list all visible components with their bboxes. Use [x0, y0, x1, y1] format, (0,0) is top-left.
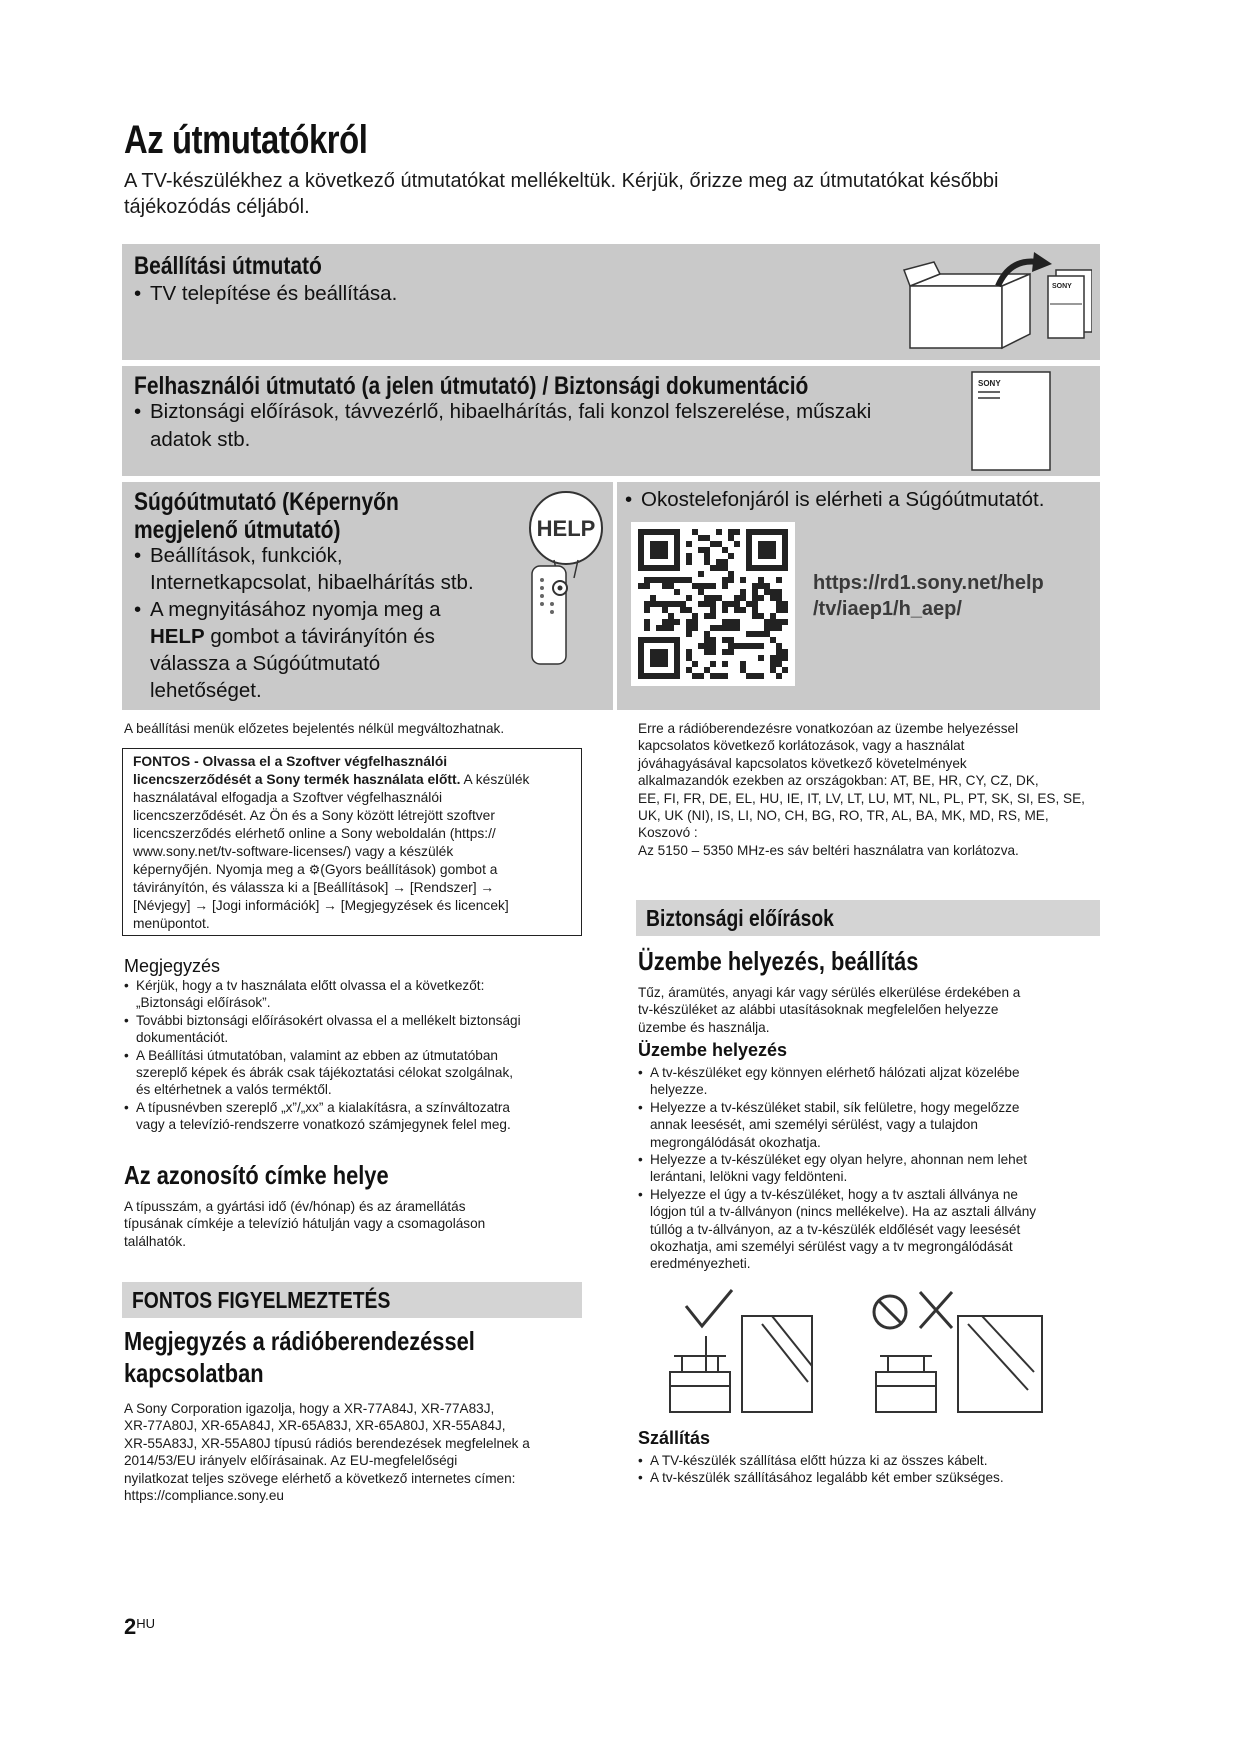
install-l2: tv-készüléket az alábbi utasításoknak megfelelően helyezze: [638, 1002, 999, 1018]
note-b3-l1: • A Beállítási útmutatóban, valamint az ebben az útmutatóban: [124, 1047, 594, 1064]
sony-logo-setup: SONY: [1052, 283, 1072, 290]
install-b4-l5: eredményezheti.: [650, 1256, 751, 1272]
install-subheading: Üzembe helyezés: [638, 1040, 788, 1060]
settings-notice: A beállítási menük előzetes bejelentés nélkül megváltozhatnak.: [124, 721, 505, 736]
note-b2-l1: • További biztonsági előírásokért olvassa el a mellékelt biztonsági: [124, 1012, 594, 1029]
radio-cont-l1: Erre a rádióberendezésre vonatkozóan az üzembe helyezéssel: [638, 721, 1019, 736]
install-l1: Tűz, áramütés, anyagi kár vagy sérülés elkerülése érdekében a: [638, 985, 1021, 1000]
radio-cont-l6: UK, UK (NI), IS, LI, NO, CH, BG, RO, TR, AL, BA, MK, MD, RS, ME,: [638, 808, 1049, 824]
help-guide-heading-line2: megjelenő útmutató): [134, 516, 341, 544]
important-line3: használatával elfogadja a Szoftver végfelhasználói: [133, 790, 443, 805]
note-b4-l2: vagy a televízió-rendszerre vonatkozó számjegynek felel meg.: [136, 1117, 511, 1133]
note-b1-l2: „Biztonsági előírások”.: [136, 995, 271, 1011]
install-b2-l2: annak leesését, ami személyi sérülést, vagy a tulajdon: [650, 1117, 978, 1133]
page-number-digit: 2: [124, 1614, 137, 1639]
user-guide-heading: Felhasználói útmutató (a jelen útmutató) / Biztonsági dokumentáció: [134, 372, 809, 400]
setup-guide-panel: [122, 244, 1100, 360]
label-l3: találhatók.: [124, 1233, 186, 1249]
note-heading: Megjegyzés: [124, 956, 221, 976]
checkmark-icon: [686, 1290, 732, 1326]
sony-logo-manual: SONY: [978, 379, 1001, 388]
warning-bar: [122, 1282, 582, 1318]
safety-bar: [636, 900, 1100, 936]
note-b1-l1: • Kérjük, hogy a tv használata előtt olvassa el a következőt:: [124, 977, 594, 994]
radio-l2: XR-77A80J, XR-65A84J, XR-65A83J, XR-65A80J, XR-55A84J,: [124, 1418, 506, 1434]
qr-code-icon: [631, 522, 795, 686]
gear-icon: ⚙: [308, 862, 321, 877]
install-b1-l1: • A tv-készüléket egy könnyen elérhető hálózati aljzat közelébe: [638, 1064, 1108, 1081]
note-b3-l2: szereplő képek és ábrák csak tájékoztatási célokat szolgálnak,: [136, 1065, 514, 1081]
note-b3-l3: és eltérhetnek a valós terméktől.: [136, 1082, 332, 1098]
remote-help-icon: [522, 488, 608, 668]
transport-b1: • A TV-készülék szállítása előtt húzza ki az összes kábelt.: [638, 1452, 1108, 1469]
important-line5: licencszerződés elérhető online a Sony weboldalán (https://: [133, 826, 496, 841]
install-b2-l1: • Helyezze a tv-készüléket stabil, sík felületre, hogy megelőzze: [638, 1099, 1108, 1116]
install-b4-l4: okozhatja, ami személyi sérülést vagy a tv megrongálódását: [650, 1239, 1013, 1255]
help-badge-text: HELP: [536, 516, 596, 541]
safety-bar-text: Biztonsági előírások: [646, 905, 834, 931]
help-bullet2-line3: válassza a Súgóútmutató: [150, 652, 381, 675]
important-line2-rest: A készülék: [460, 772, 530, 787]
transport-heading: Szállítás: [638, 1428, 711, 1448]
radio-l3: XR-55A83J, XR-55A80J típusú rádiós berendezések megfelelnek a: [124, 1435, 530, 1451]
transport-b2: • A tv-készülék szállításához legalább két ember szükséges.: [638, 1469, 1108, 1486]
user-guide-panel: [122, 366, 1100, 476]
important-line9: [Névjegy] → [Jogi információk] → [Megjegyzések és licencek]: [133, 898, 509, 913]
label-l2: típusának címkéje a televízió hátulján vagy a csomagoláson: [124, 1216, 486, 1232]
user-guide-bullet-line1: • Biztonsági előírások, távvezérlő, hibaelhárítás, fali konzol felszerelése, műszaki: [134, 398, 934, 426]
install-b4-l2: lógjon túl a tv-állványon (nincs mellékelve). Ha az asztali állvány: [650, 1204, 1037, 1220]
help-smartphone-panel: [617, 482, 1100, 710]
setup-guide-bullet: • TV telepítése és beállítása.: [134, 280, 1112, 308]
radio-l4: 2014/53/EU irányelv előírásainak. Az EU-megfelelőségi: [124, 1453, 458, 1469]
install-b4-l3: túllóg a tv-állványon, az a tv-készülék eldőlését vagy leesését: [650, 1221, 1021, 1237]
page-number: [124, 1614, 155, 1640]
help-bullet1-line1: • Beállítások, funkciók,: [134, 542, 534, 569]
important-line6: www.sony.net/tv-software-licenses/) vagy a készülék: [133, 844, 454, 859]
cross-icon: [920, 1292, 952, 1328]
tv-box-icon: [902, 250, 1092, 354]
important-line10: menüpontot.: [133, 916, 210, 931]
install-b2-l3: megrongálódását okozhatja.: [650, 1134, 821, 1150]
page-number-lang: HU: [136, 1616, 156, 1631]
important-line4: licencszerződését. Az Ön és a Sony között létrejött szoftver: [133, 808, 495, 823]
install-b3-l2: lerántani, lelökni vagy feldönteni.: [650, 1169, 848, 1185]
radio-cont-l2: kapcsolatos következő korlátozások, vagy a használat: [638, 738, 965, 754]
important-line7b: (Gyors beállítások) gombot a: [320, 862, 498, 877]
warning-bar-text: FONTOS FIGYELMEZTETÉS: [132, 1287, 391, 1313]
qr-code: [631, 522, 795, 686]
radio-l6[interactable]: https://compliance.sony.eu: [124, 1488, 284, 1504]
user-guide-bullet-line2: adatok stb.: [150, 428, 251, 451]
radio-l5: nyilatkozat teljes szövege elérhető a következő internetes címen:: [124, 1470, 516, 1486]
help-bold-word: HELP: [150, 625, 205, 648]
radio-cont-l5: EE, FI, FR, DE, EL, HU, IE, IT, LV, LT, LU, MT, NL, PL, PT, SK, SI, ES, SE,: [638, 790, 1085, 806]
help-guide-panel: [122, 482, 613, 710]
radio-cont-l7: Koszovó :: [638, 825, 698, 841]
radio-cont-l8: Az 5150 – 5350 MHz-es sáv beltéri használatra van korlátozva.: [638, 842, 1019, 858]
radio-heading-line2: kapcsolatban: [124, 1358, 264, 1388]
help-url-line2[interactable]: /tv/iaep1/h_aep/: [813, 598, 962, 620]
manual-book-icon: [950, 370, 1070, 472]
note-b2-l2: dokumentációt.: [136, 1030, 229, 1046]
important-line2-bold: licencszerződését a Sony termék használata előtt.: [133, 772, 461, 787]
help-bullet2-line2: gombot a távirányítón és: [204, 625, 435, 648]
label-location-heading: Az azonosító címke helye: [124, 1160, 389, 1190]
radio-cont-l3: jóváhagyásával kapcsolatos következő követelmények: [638, 755, 967, 771]
install-b1-l2: helyezze.: [650, 1082, 708, 1098]
install-b4-l1: • Helyezze el úgy a tv-készüléket, hogy a tv asztali állványa ne: [638, 1186, 1108, 1203]
tv-stand-illustration: [662, 1286, 1062, 1418]
important-line8: távirányítón, és válassza ki a [Beállítások] → [Rendszer] →: [133, 880, 495, 895]
important-line7a: képernyőjén. Nyomja meg a: [133, 862, 309, 877]
help-bullet2-line1: • A megnyitásához nyomja meg a: [134, 596, 534, 623]
help-bullet1-line2: Internetkapcsolat, hibaelhárítás stb.: [150, 571, 474, 594]
radio-cont-l4: alkalmazandók ezekben az országokban: AT, BE, HR, CY, CZ, DK,: [638, 773, 1039, 789]
setup-guide-heading: Beállítási útmutató: [134, 252, 322, 280]
label-l1: A típusszám, a gyártási idő (év/hónap) és az áramellátás: [124, 1199, 466, 1214]
prohibited-icon: [874, 1296, 906, 1328]
important-line1: FONTOS - Olvassa el a Szoftver végfelhasználói: [133, 754, 448, 769]
radio-heading-line1: Megjegyzés a rádióberendezéssel: [124, 1326, 475, 1356]
help-url-line1[interactable]: https://rd1.sony.net/help: [813, 572, 1044, 594]
help-guide-heading-line1: Súgóútmutató (Képernyőn: [134, 488, 399, 516]
install-heading: Üzembe helyezés, beállítás: [638, 946, 919, 976]
radio-l1: A Sony Corporation igazolja, hogy a XR-77A84J, XR-77A83J,: [124, 1401, 495, 1416]
page-title: Az útmutatókról: [124, 118, 368, 162]
install-l3: üzembe és használja.: [638, 1019, 770, 1035]
important-license-box: [122, 748, 582, 936]
intro-text: A TV-készülékhez a következő útmutatókat mellékeltük. Kérjük, őrizze meg az útmutatókat későbbi tájékozódás céljából.: [124, 170, 999, 218]
help-bullet2-line4: lehetőséget.: [150, 679, 262, 702]
smartphone-text: • Okostelefonjáról is elérheti a Súgóútmutatót.: [625, 486, 1108, 514]
note-b4-l1: • A típusnévben szereplő „x”/„xx” a kialakításra, a színváltozatra: [124, 1099, 594, 1116]
install-b3-l1: • Helyezze a tv-készüléket egy olyan helyre, ahonnan nem lehet: [638, 1151, 1108, 1168]
